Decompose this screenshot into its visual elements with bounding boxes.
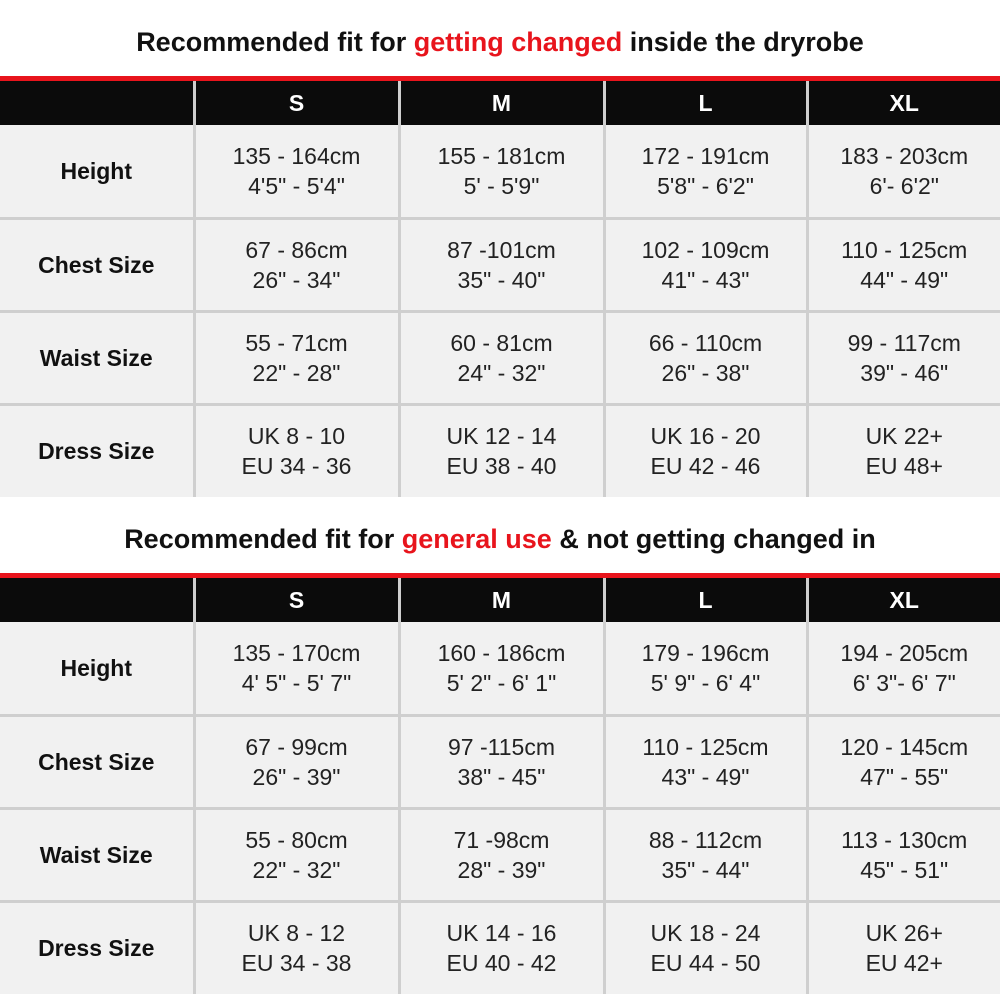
- size-header-xl: XL: [807, 578, 1000, 622]
- metric-value: 87 -101cm: [447, 236, 556, 263]
- section-title: [0, 0, 1000, 76]
- metric-value: 55 - 80cm: [245, 826, 348, 853]
- uk-value: UK 18 - 24: [650, 920, 761, 947]
- eu-value: EU 42 - 46: [650, 453, 761, 480]
- metric-value: 102 - 109cm: [641, 236, 770, 263]
- imperial-value: 35" - 40": [457, 266, 546, 293]
- uk-value: UK 16 - 20: [650, 423, 761, 450]
- table-row-dress: [0, 901, 1000, 994]
- metric-value: 135 - 164cm: [232, 142, 361, 169]
- table-row-waist: [0, 311, 1000, 404]
- metric-value: 67 - 86cm: [245, 236, 348, 263]
- imperial-value: 26" - 38": [661, 359, 750, 386]
- uk-value: UK 12 - 14: [446, 423, 557, 450]
- row-label: Dress Size: [0, 404, 194, 497]
- metric-value: 160 - 186cm: [437, 639, 566, 666]
- imperial-value: 4' 5" - 5' 7": [241, 669, 352, 696]
- row-label: Height: [0, 125, 194, 218]
- eu-value: EU 48+: [865, 453, 943, 480]
- table-cell: [807, 808, 1000, 901]
- imperial-value: 26" - 34": [252, 266, 341, 293]
- imperial-value: 22" - 32": [252, 856, 341, 883]
- size-header-s: S: [194, 81, 399, 125]
- size-header-m: M: [399, 81, 604, 125]
- imperial-value: 6'- 6'2": [869, 172, 939, 199]
- imperial-value: 5'8" - 6'2": [657, 172, 754, 199]
- uk-value: UK 8 - 10: [247, 423, 346, 450]
- metric-value: 194 - 205cm: [840, 639, 969, 666]
- imperial-value: 24" - 32": [457, 359, 546, 386]
- table-cell: [399, 808, 604, 901]
- row-label: Dress Size: [0, 901, 194, 994]
- table-cell: [604, 311, 807, 404]
- table-cell: [194, 715, 399, 808]
- table-cell: [604, 218, 807, 311]
- size-header-l: L: [604, 578, 807, 622]
- table-cell: [807, 311, 1000, 404]
- header-corner: [0, 578, 194, 622]
- size-header-l: L: [604, 81, 807, 125]
- row-label: Waist Size: [0, 311, 194, 404]
- table-cell: [604, 808, 807, 901]
- table-row-height: [0, 125, 1000, 218]
- table-cell: [399, 715, 604, 808]
- table-row-waist: [0, 808, 1000, 901]
- imperial-value: 4'5" - 5'4": [248, 172, 345, 199]
- metric-value: 110 - 125cm: [841, 236, 968, 263]
- title-accent: general use: [401, 524, 552, 554]
- metric-value: 55 - 71cm: [245, 329, 348, 356]
- metric-value: 155 - 181cm: [437, 142, 566, 169]
- table-cell: [604, 901, 807, 994]
- metric-value: 120 - 145cm: [840, 733, 969, 760]
- row-label: Height: [0, 622, 194, 715]
- imperial-value: 5' 2" - 6' 1": [446, 669, 557, 696]
- title-accent: getting changed: [413, 27, 623, 57]
- title-suffix: & not getting changed in: [559, 524, 876, 554]
- header-corner: [0, 81, 194, 125]
- imperial-value: 39" - 46": [860, 359, 949, 386]
- table-row-chest: [0, 218, 1000, 311]
- table-cell: [604, 622, 807, 715]
- table-cell: [399, 404, 604, 497]
- size-chart-changing: [0, 0, 1000, 497]
- table-cell: [194, 808, 399, 901]
- metric-value: 88 - 112cm: [648, 826, 763, 853]
- metric-value: 183 - 203cm: [840, 142, 969, 169]
- row-label: Chest Size: [0, 218, 194, 311]
- table-cell: [194, 311, 399, 404]
- table-cell: [194, 404, 399, 497]
- imperial-value: 47" - 55": [860, 763, 949, 790]
- metric-value: 71 -98cm: [453, 826, 550, 853]
- imperial-value: 41" - 43": [661, 266, 750, 293]
- imperial-value: 26" - 39": [252, 763, 341, 790]
- table-cell: [807, 218, 1000, 311]
- size-header-xl: XL: [807, 81, 1000, 125]
- table-cell: [194, 901, 399, 994]
- metric-value: 110 - 125cm: [642, 733, 769, 760]
- imperial-value: 44" - 49": [860, 266, 949, 293]
- metric-value: 179 - 196cm: [641, 639, 770, 666]
- metric-value: 135 - 170cm: [232, 639, 361, 666]
- uk-value: UK 8 - 12: [247, 920, 346, 947]
- imperial-value: 6' 3"- 6' 7": [852, 669, 956, 696]
- eu-value: EU 38 - 40: [446, 453, 557, 480]
- metric-value: 67 - 99cm: [245, 733, 348, 760]
- table-row-height: [0, 622, 1000, 715]
- imperial-value: 22" - 28": [252, 359, 341, 386]
- imperial-value: 45" - 51": [860, 856, 949, 883]
- table-cell: [194, 622, 399, 715]
- table-cell: [807, 622, 1000, 715]
- table-cell: [604, 404, 807, 497]
- metric-value: 60 - 81cm: [450, 329, 553, 356]
- eu-value: EU 34 - 36: [241, 453, 352, 480]
- table-cell: [807, 715, 1000, 808]
- metric-value: 99 - 117cm: [847, 329, 961, 356]
- eu-value: EU 40 - 42: [446, 950, 557, 977]
- metric-value: 97 -115cm: [448, 733, 555, 760]
- imperial-value: 5' - 5'9": [463, 172, 540, 199]
- title-suffix: inside the dryrobe: [629, 27, 864, 57]
- table-cell: [807, 125, 1000, 218]
- imperial-value: 28" - 39": [457, 856, 546, 883]
- eu-value: EU 44 - 50: [650, 950, 761, 977]
- size-chart-general: [0, 497, 1000, 994]
- size-header-s: S: [194, 578, 399, 622]
- table-cell: [399, 622, 604, 715]
- uk-value: UK 14 - 16: [446, 920, 557, 947]
- size-header-m: M: [399, 578, 604, 622]
- table-cell: [604, 125, 807, 218]
- metric-value: 172 - 191cm: [641, 142, 770, 169]
- table-cell: [604, 715, 807, 808]
- size-header-row: [0, 578, 1000, 622]
- table-cell: [399, 311, 604, 404]
- uk-value: UK 26+: [865, 920, 943, 947]
- metric-value: 113 - 130cm: [841, 826, 968, 853]
- size-table: [0, 578, 1000, 994]
- imperial-value: 43" - 49": [661, 763, 750, 790]
- metric-value: 66 - 110cm: [648, 329, 763, 356]
- row-label: Chest Size: [0, 715, 194, 808]
- title-prefix: Recommended fit for: [136, 27, 407, 57]
- table-row-chest: [0, 715, 1000, 808]
- uk-value: UK 22+: [865, 423, 943, 450]
- table-cell: [399, 901, 604, 994]
- imperial-value: 35" - 44": [661, 856, 750, 883]
- table-row-dress: [0, 404, 1000, 497]
- size-header-row: [0, 81, 1000, 125]
- eu-value: EU 42+: [865, 950, 943, 977]
- table-cell: [807, 901, 1000, 994]
- table-cell: [807, 404, 1000, 497]
- table-cell: [399, 218, 604, 311]
- title-prefix: Recommended fit for: [124, 524, 395, 554]
- imperial-value: 5' 9" - 6' 4": [650, 669, 761, 696]
- section-title: [0, 497, 1000, 573]
- imperial-value: 38" - 45": [457, 763, 546, 790]
- table-cell: [194, 218, 399, 311]
- table-cell: [399, 125, 604, 218]
- table-cell: [194, 125, 399, 218]
- row-label: Waist Size: [0, 808, 194, 901]
- size-table: [0, 81, 1000, 497]
- eu-value: EU 34 - 38: [241, 950, 352, 977]
